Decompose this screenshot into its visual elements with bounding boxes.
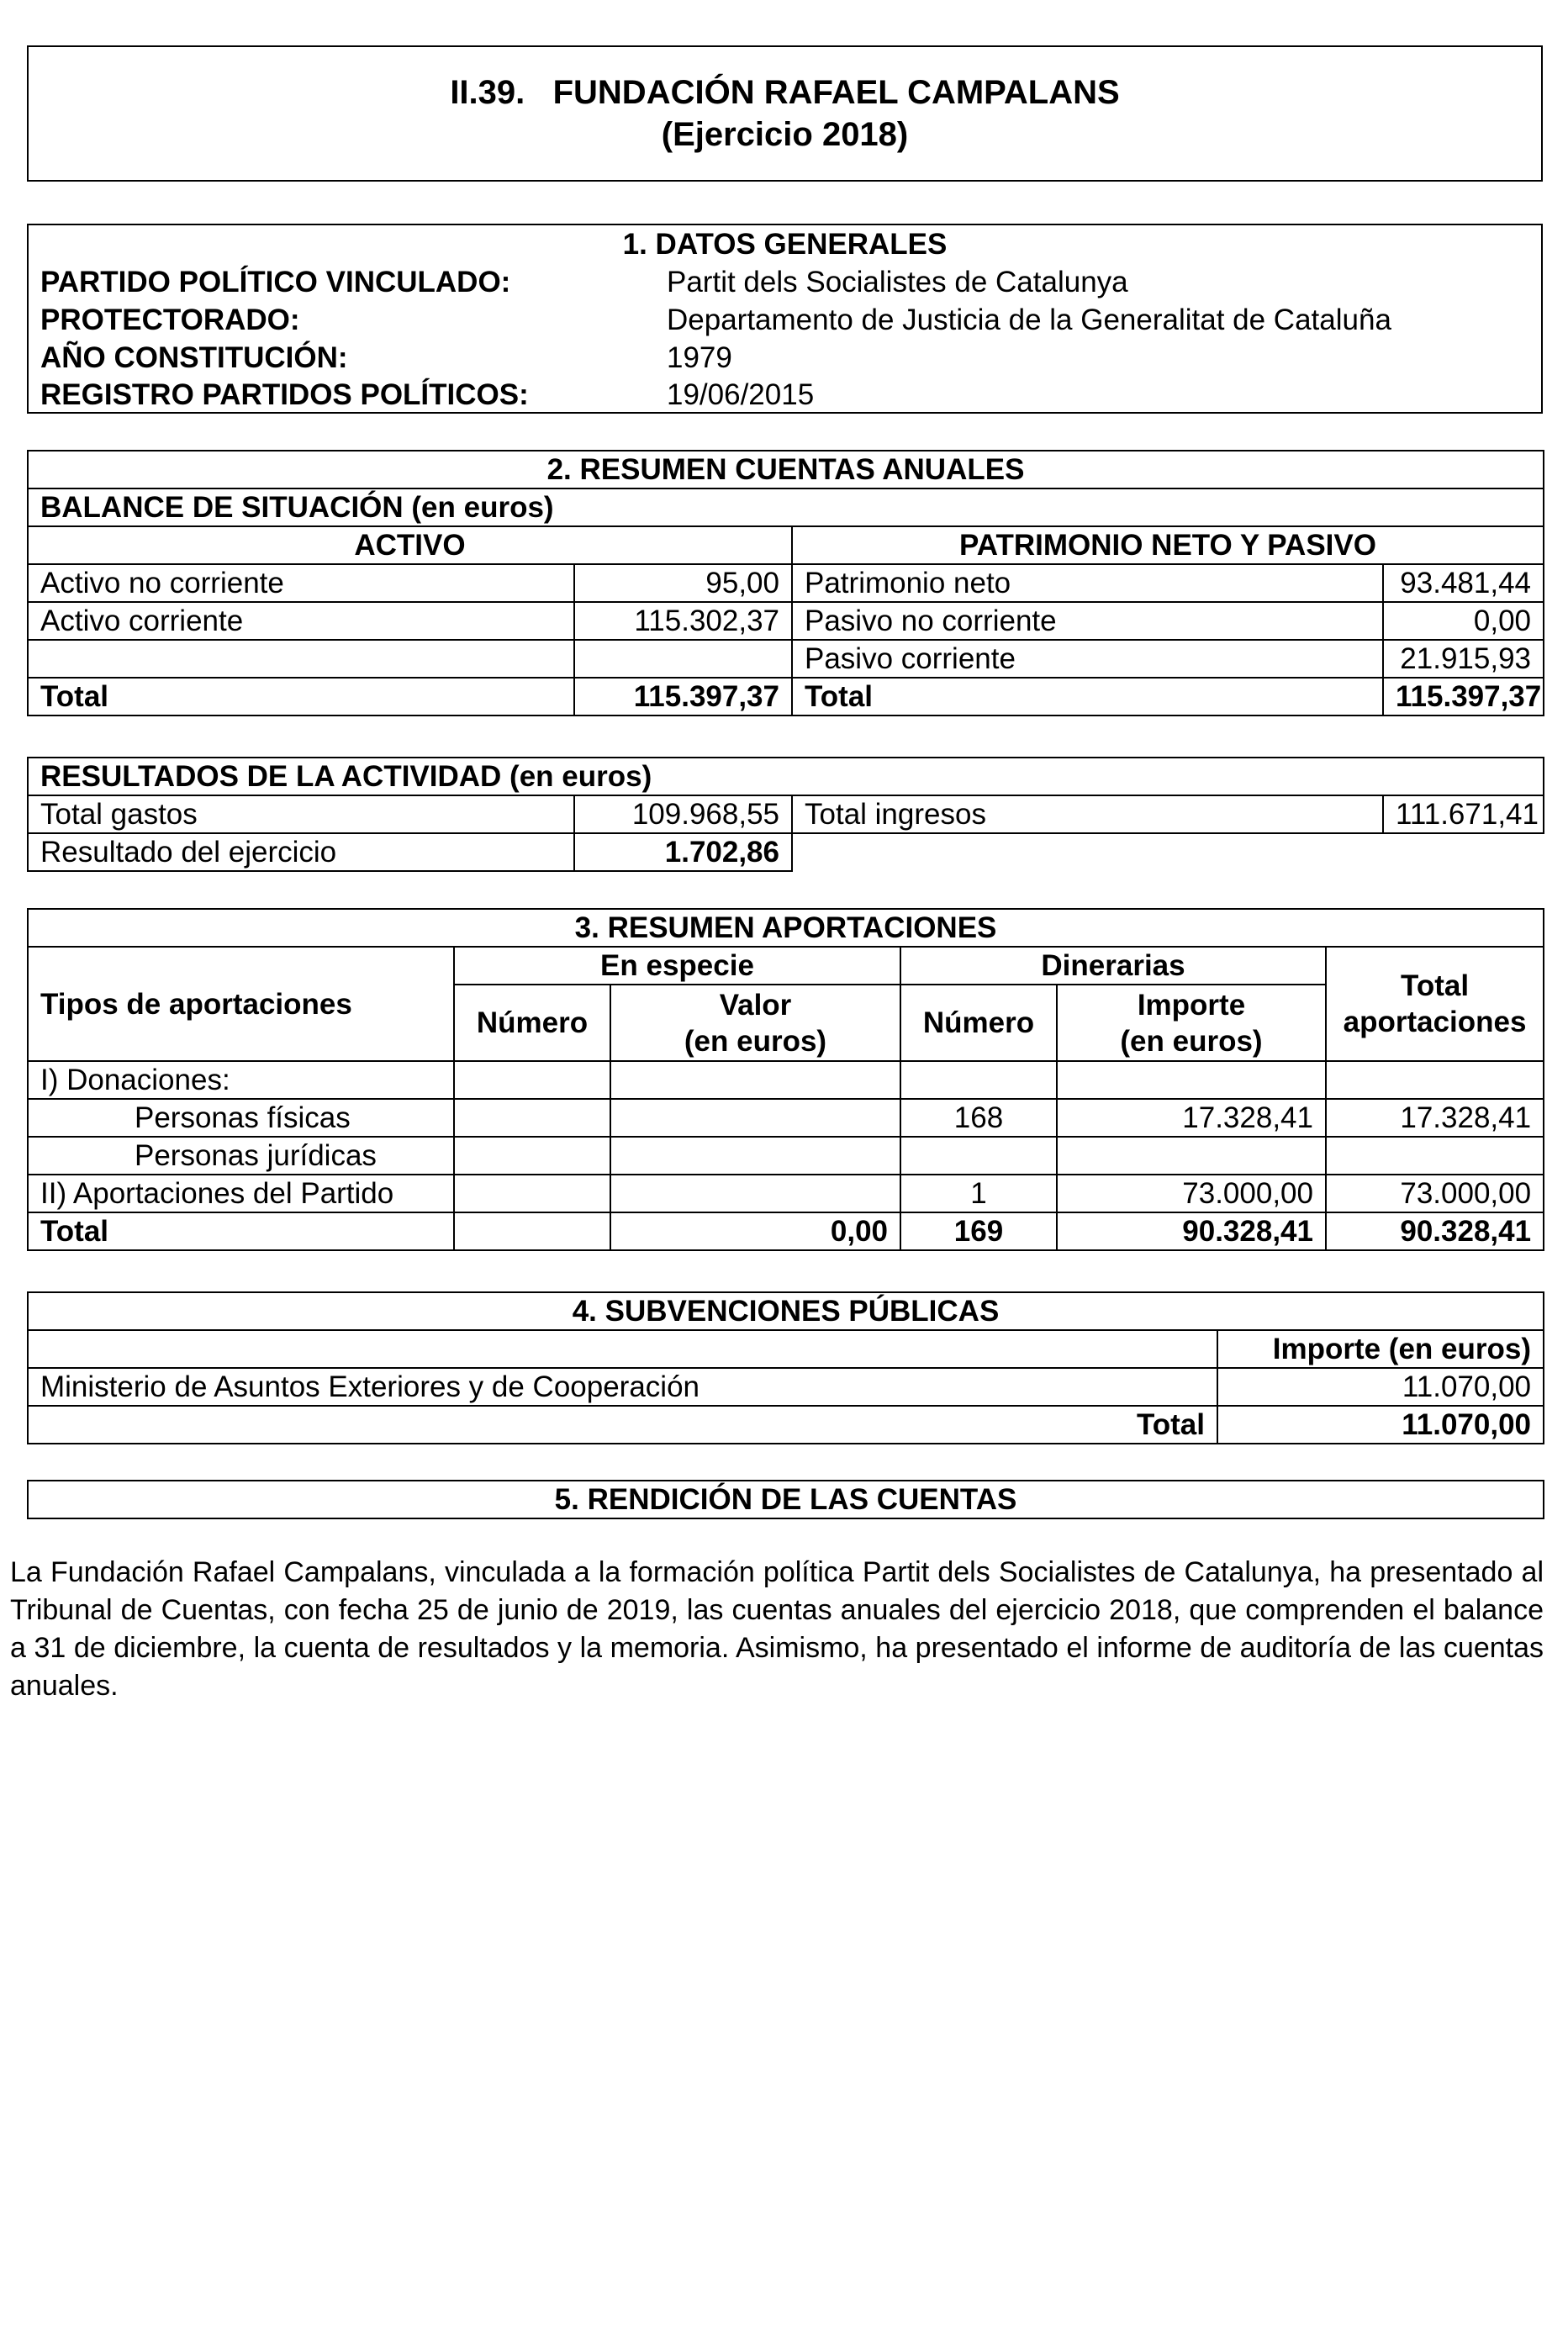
cuentas-anuales-heading: 2. RESUMEN CUENTAS ANUALES — [28, 451, 1544, 488]
datos-generales-heading: 1. DATOS GENERALES — [622, 228, 948, 261]
value-protectorado: Departamento de Justicia de la Generalitat de Cataluña — [667, 304, 1391, 336]
total-aportaciones-heading — [1326, 947, 1544, 1061]
pasivo-value: 0,00 — [1383, 602, 1544, 640]
rendicion-table — [27, 1480, 1544, 1519]
label-registro: REGISTRO PARTIDOS POLÍTICOS: — [40, 378, 529, 411]
aportaciones-total-label: Total — [28, 1212, 454, 1250]
importe-heading-line1: Importe — [1137, 988, 1246, 1022]
resultados-empty-cell — [792, 833, 1544, 871]
subvencion-label: Ministerio de Asuntos Exteriores y de Cooperación — [28, 1368, 1217, 1406]
aportacion-label: Personas jurídicas — [28, 1137, 454, 1175]
activo-total-label: Total — [28, 678, 574, 716]
rendicion-heading: 5. RENDICIÓN DE LAS CUENTAS — [28, 1481, 1544, 1518]
aportaciones-heading: 3. RESUMEN APORTACIONES — [28, 909, 1544, 947]
aportacion-total: 73.000,00 — [1326, 1175, 1544, 1212]
subvenciones-table — [27, 1291, 1544, 1444]
aportaciones-grand-total: 90.328,41 — [1326, 1212, 1544, 1250]
especie-numero — [454, 1137, 610, 1175]
especie-valor — [610, 1099, 900, 1137]
resultados-heading: RESULTADOS DE LA ACTIVIDAD (en euros) — [28, 758, 1544, 795]
especie-valor-heading — [610, 985, 900, 1061]
dinerarias-numero: 168 — [900, 1099, 1057, 1137]
valor-heading-line2: (en euros) — [684, 1024, 827, 1058]
especie-numero — [454, 1099, 610, 1137]
pasivo-heading: PATRIMONIO NETO Y PASIVO — [792, 526, 1544, 564]
especie-valor — [610, 1061, 900, 1099]
label-ano-constitucion: AÑO CONSTITUCIÓN: — [40, 341, 348, 374]
total-heading-line1: Total — [1401, 969, 1470, 1002]
activo-total-value: 115.397,37 — [574, 678, 792, 716]
resultado-value: 1.702,86 — [574, 833, 792, 871]
aportaciones-table — [27, 908, 1544, 1251]
title-box — [27, 45, 1543, 182]
pasivo-label: Pasivo no corriente — [792, 602, 1383, 640]
importe-heading: Importe (en euros) — [1217, 1330, 1544, 1368]
aportacion-label: I) Donaciones: — [28, 1061, 454, 1099]
pasivo-label: Pasivo corriente — [792, 640, 1383, 678]
label-protectorado: PROTECTORADO: — [40, 304, 300, 336]
total-heading-line2: aportaciones — [1343, 1006, 1527, 1038]
rendicion-paragraph: La Fundación Rafael Campalans, vinculada a la formación política Partit dels Socialistes de Catalunya, ha presentado al Tribunal de Cuentas, con fecha 25 de junio de 2019, las cuentas anuales del ejercicio 2018, que comprenden el balance a 31 de diciembre, la cuenta de resultados y la memoria. Asimismo, ha presentado el informe de auditoría de las cuentas anuales. — [10, 1556, 1544, 1702]
aportacion-total: 17.328,41 — [1326, 1099, 1544, 1137]
pasivo-value: 21.915,93 — [1383, 640, 1544, 678]
activo-heading: ACTIVO — [28, 526, 792, 564]
valor-heading-line1: Valor — [719, 988, 792, 1022]
value-registro: 19/06/2015 — [667, 378, 815, 411]
resultado-label: Resultado del ejercicio — [28, 833, 574, 871]
cuentas-anuales-table — [27, 450, 1544, 716]
label-partido: PARTIDO POLÍTICO VINCULADO: — [40, 266, 511, 298]
datos-generales-table — [29, 225, 1541, 412]
especie-numero-total — [454, 1212, 610, 1250]
subvencion-value: 11.070,00 — [1217, 1368, 1544, 1406]
dinerarias-importe-total: 90.328,41 — [1057, 1212, 1326, 1250]
datos-generales-box — [27, 224, 1543, 414]
aportacion-total — [1326, 1061, 1544, 1099]
aportacion-label: II) Aportaciones del Partido — [28, 1175, 454, 1212]
ingresos-value: 111.671,41 — [1383, 795, 1544, 833]
dinerarias-numero-total: 169 — [900, 1212, 1057, 1250]
especie-valor — [610, 1137, 900, 1175]
dinerarias-importe — [1057, 1061, 1326, 1099]
ingresos-label: Total ingresos — [792, 795, 1383, 833]
pasivo-total-value: 115.397,37 — [1383, 678, 1544, 716]
dinerarias-importe — [1057, 1137, 1326, 1175]
aportacion-label: Personas físicas — [28, 1099, 454, 1137]
subvenciones-total-value: 11.070,00 — [1217, 1406, 1544, 1444]
dinerarias-numero-heading: Número — [900, 985, 1057, 1061]
especie-valor — [610, 1175, 900, 1212]
especie-valor-total: 0,00 — [610, 1212, 900, 1250]
dinerarias-importe: 73.000,00 — [1057, 1175, 1326, 1212]
balance-heading: BALANCE DE SITUACIÓN (en euros) — [28, 488, 1544, 526]
dinerarias-importe: 17.328,41 — [1057, 1099, 1326, 1137]
importe-heading-line2: (en euros) — [1120, 1024, 1263, 1058]
especie-numero-heading: Número — [454, 985, 610, 1061]
subvenciones-empty-cell — [28, 1330, 1217, 1368]
gastos-label: Total gastos — [28, 795, 574, 833]
aportacion-total — [1326, 1137, 1544, 1175]
especie-heading: En especie — [454, 947, 900, 985]
activo-label: Activo no corriente — [28, 564, 574, 602]
dinerarias-heading: Dinerarias — [900, 947, 1326, 985]
tipos-heading: Tipos de aportaciones — [28, 947, 454, 1061]
activo-value: 115.302,37 — [574, 602, 792, 640]
gastos-value: 109.968,55 — [574, 795, 792, 833]
especie-numero — [454, 1175, 610, 1212]
activo-label — [28, 640, 574, 678]
dinerarias-numero: 1 — [900, 1175, 1057, 1212]
activo-value: 95,00 — [574, 564, 792, 602]
value-partido: Partit dels Socialistes de Catalunya — [667, 266, 1128, 298]
dinerarias-importe-heading — [1057, 985, 1326, 1061]
pasivo-total-label: Total — [792, 678, 1383, 716]
especie-numero — [454, 1061, 610, 1099]
pasivo-value: 93.481,44 — [1383, 564, 1544, 602]
dinerarias-numero — [900, 1137, 1057, 1175]
page-subtitle: (Ejercicio 2018) — [661, 116, 909, 153]
subvenciones-heading: 4. SUBVENCIONES PÚBLICAS — [28, 1292, 1544, 1330]
pasivo-label: Patrimonio neto — [792, 564, 1383, 602]
subvenciones-total-label: Total — [28, 1406, 1217, 1444]
value-ano-constitucion: 1979 — [667, 341, 732, 374]
dinerarias-numero — [900, 1061, 1057, 1099]
resultados-table — [27, 757, 1544, 872]
activo-value — [574, 640, 792, 678]
activo-label: Activo corriente — [28, 602, 574, 640]
page-title: II.39. FUNDACIÓN RAFAEL CAMPALANS — [450, 74, 1120, 111]
